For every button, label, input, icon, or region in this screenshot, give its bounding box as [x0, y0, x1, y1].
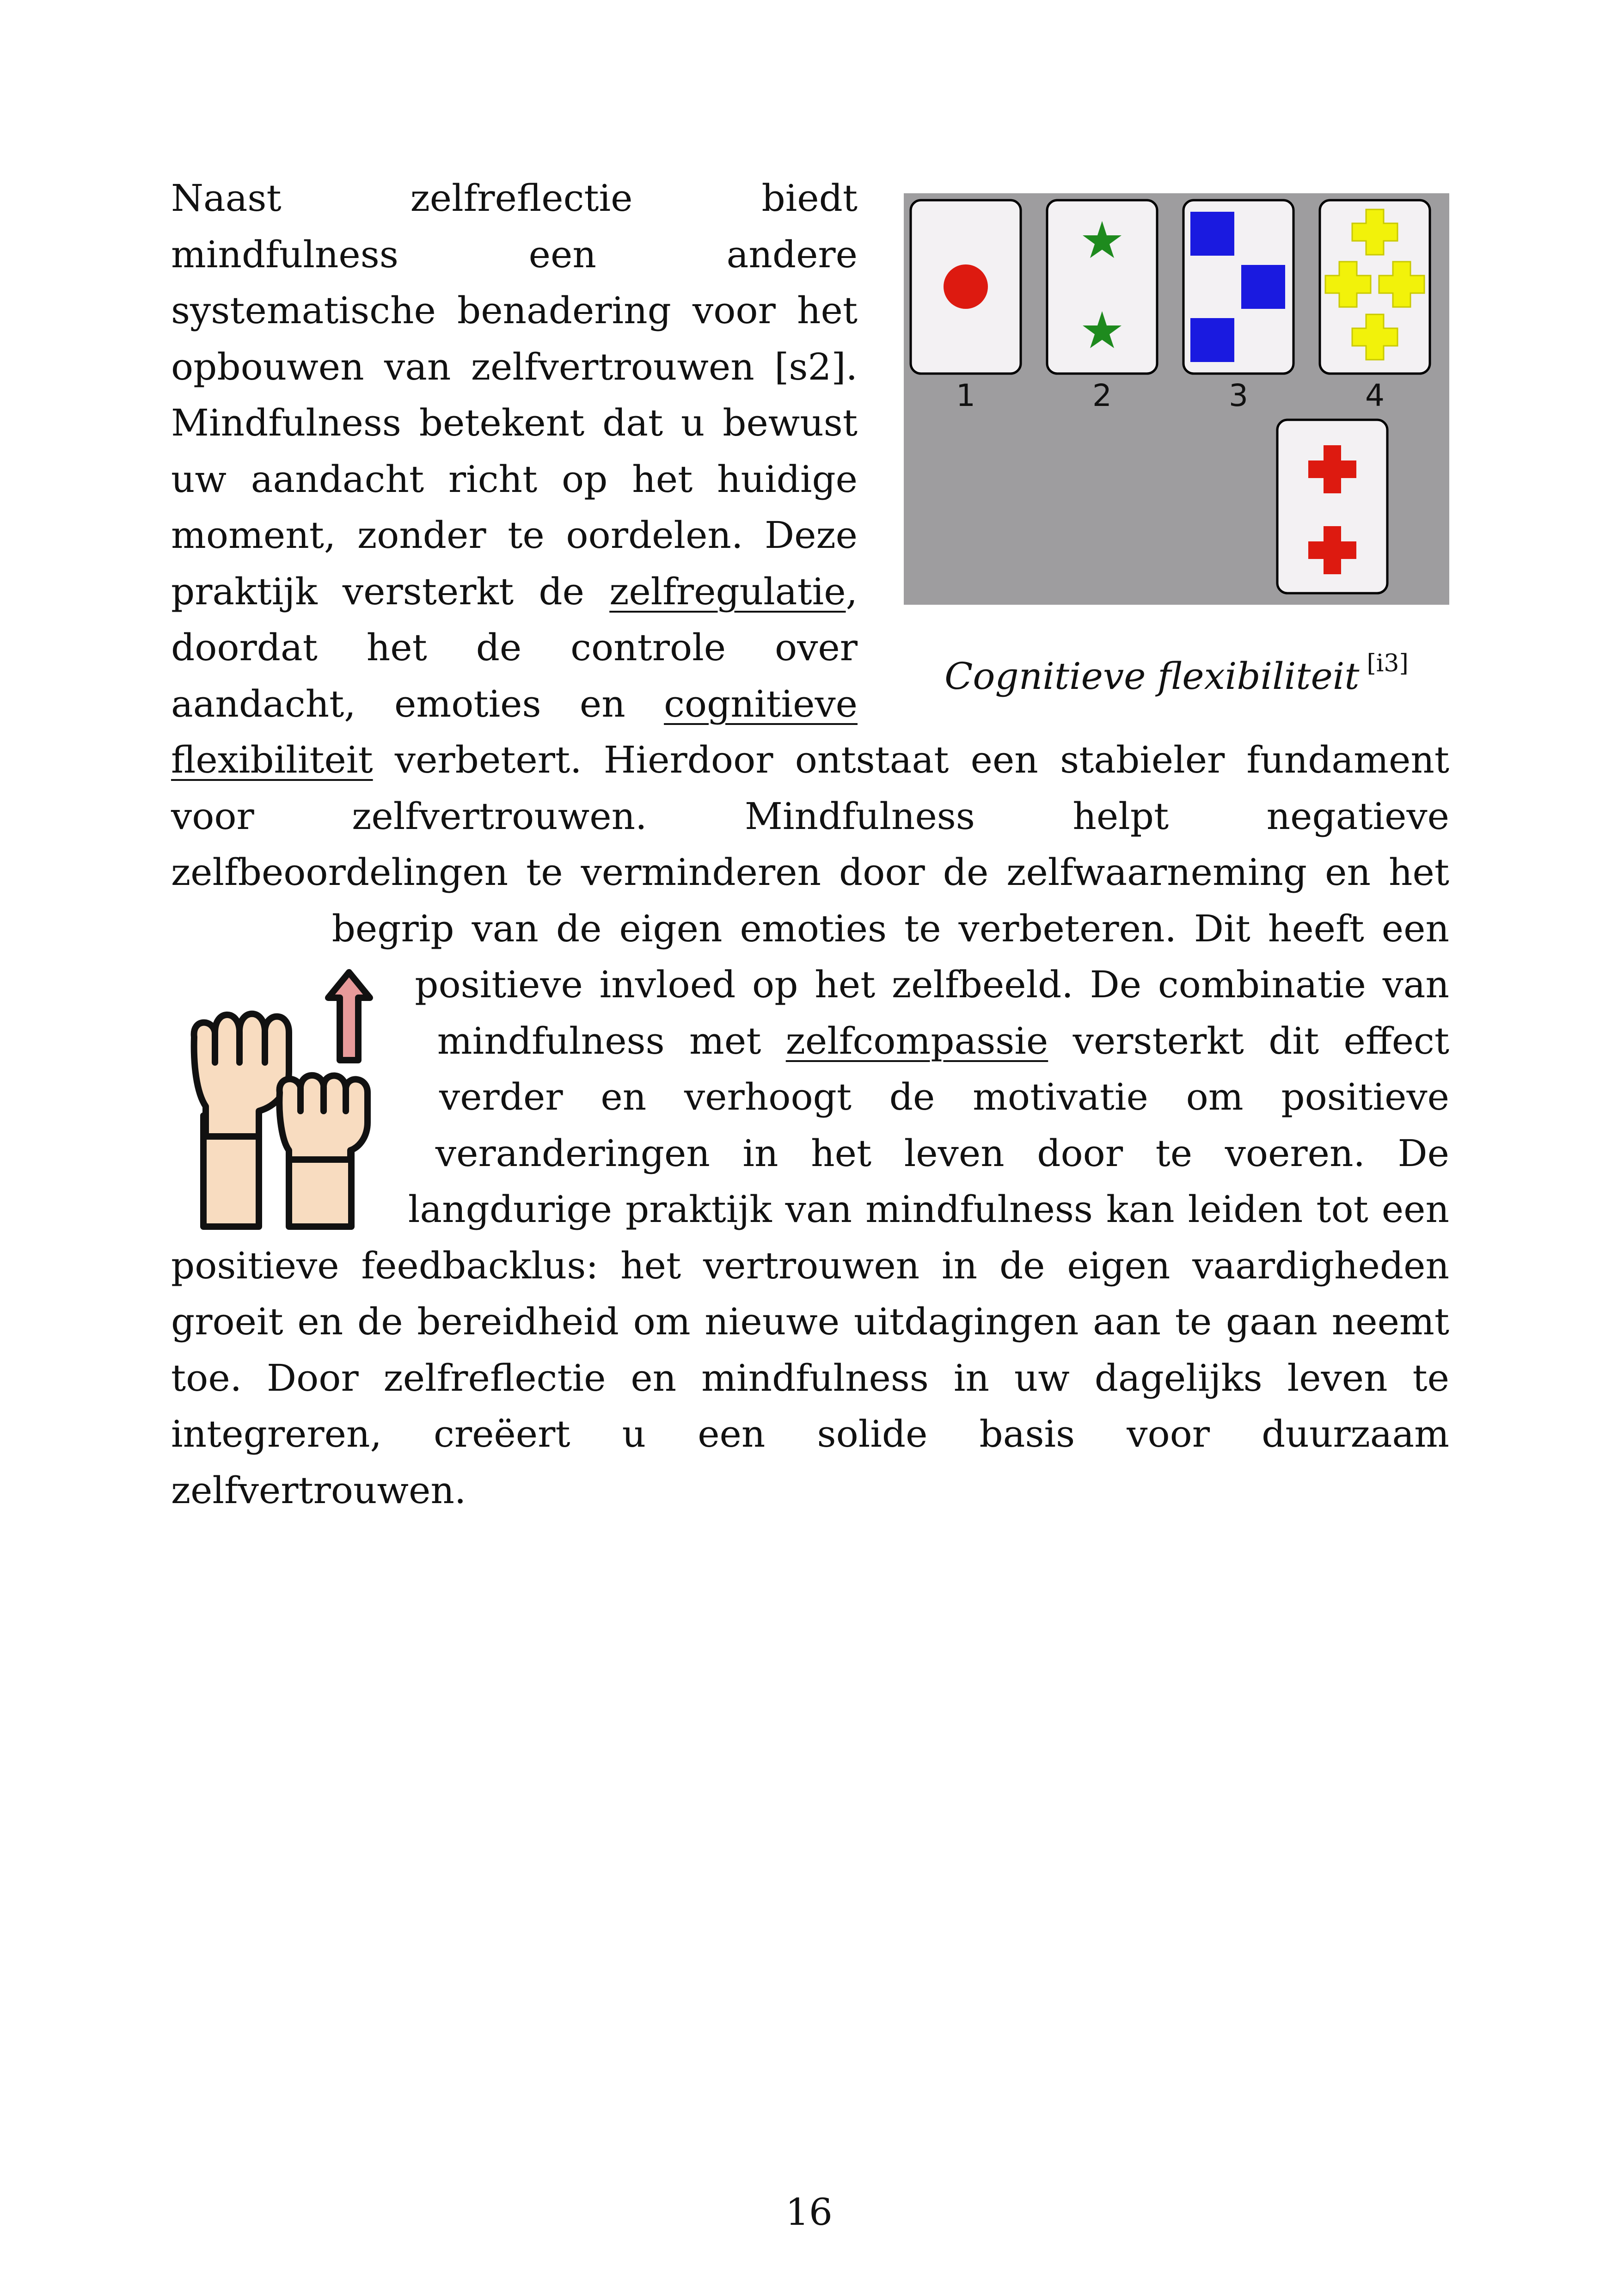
card-label-4: 4 [1365, 378, 1385, 413]
blue-square-icon [1190, 212, 1234, 256]
caption-text: Cognitieve flexibiliteit [944, 655, 1360, 698]
page-number: 16 [785, 2191, 833, 2234]
card-3 [1183, 200, 1293, 374]
card-1 [911, 200, 1021, 374]
card-label-1: 1 [956, 378, 975, 413]
card-label-2: 2 [1092, 378, 1112, 413]
cognitive-flexibility-figure [904, 193, 1449, 700]
raised-fists-icon [171, 954, 439, 1231]
link-cognitieve-flexibiliteit[interactable]: cognitieve flexibiliteit [171, 682, 858, 781]
figure-caption [904, 650, 1449, 700]
card-sorting-image [904, 193, 1449, 605]
arrow-up-icon [328, 972, 370, 1060]
card-label-3: 3 [1229, 378, 1248, 413]
blue-square-icon [1241, 265, 1285, 309]
link-zelfregulatie[interactable]: zelfregulatie [609, 570, 846, 613]
response-card [1277, 420, 1387, 593]
link-zelfcompassie[interactable]: zelfcompassie [785, 1019, 1048, 1062]
blue-square-icon [1190, 318, 1234, 362]
caption-citation: [i3] [1367, 650, 1409, 677]
red-circle-icon [944, 264, 988, 309]
body-paragraph: 1 2 3 4 Cognitieve flexibiliteit [i3] Naast zelfreflectie biedt mindfulness een andere systematische benadering voor het opbouwen van zelfvertrouwen [s2]. Mindfulness betekent dat u bewust uw aandacht richt op het huidige moment, zonder te oordelen. Deze praktijk versterkt de zelfregulatie, doordat het de controle over aandacht, emoties en cognitieve flexibiliteit verbetert. Hierdoor ontstaat een stabieler fundament voor zelfvertrouwen. Mindfulness helpt negatieve zelfbeoordelingen te verminderen door de zelfwaarneming en het begrip van de eigen emoties te verbeteren. Dit heeft een positieve invloed op het zelfbeeld. De combinatie van mindfulness met zelfcompassie versterkt dit effect verder en verhoogt de motivatie om positieve veranderingen in het leven door te voeren. De langdurige praktijk van mindfulness kan leiden tot een positieve feedbacklus: het vertrouwen in de eigen vaardigheden groeit en de bereidheid om nieuwe uitdagingen aan te gaan neemt toe. Door zelfreflectie en mindfulness in uw dagelijks leven te integreren, creëert u een solide basis voor duurzaam zelfvertrouwen. [171, 177, 1449, 1512]
card-2 [1047, 200, 1157, 374]
raised-fists-figure [171, 954, 439, 1231]
card-4 [1320, 200, 1430, 374]
